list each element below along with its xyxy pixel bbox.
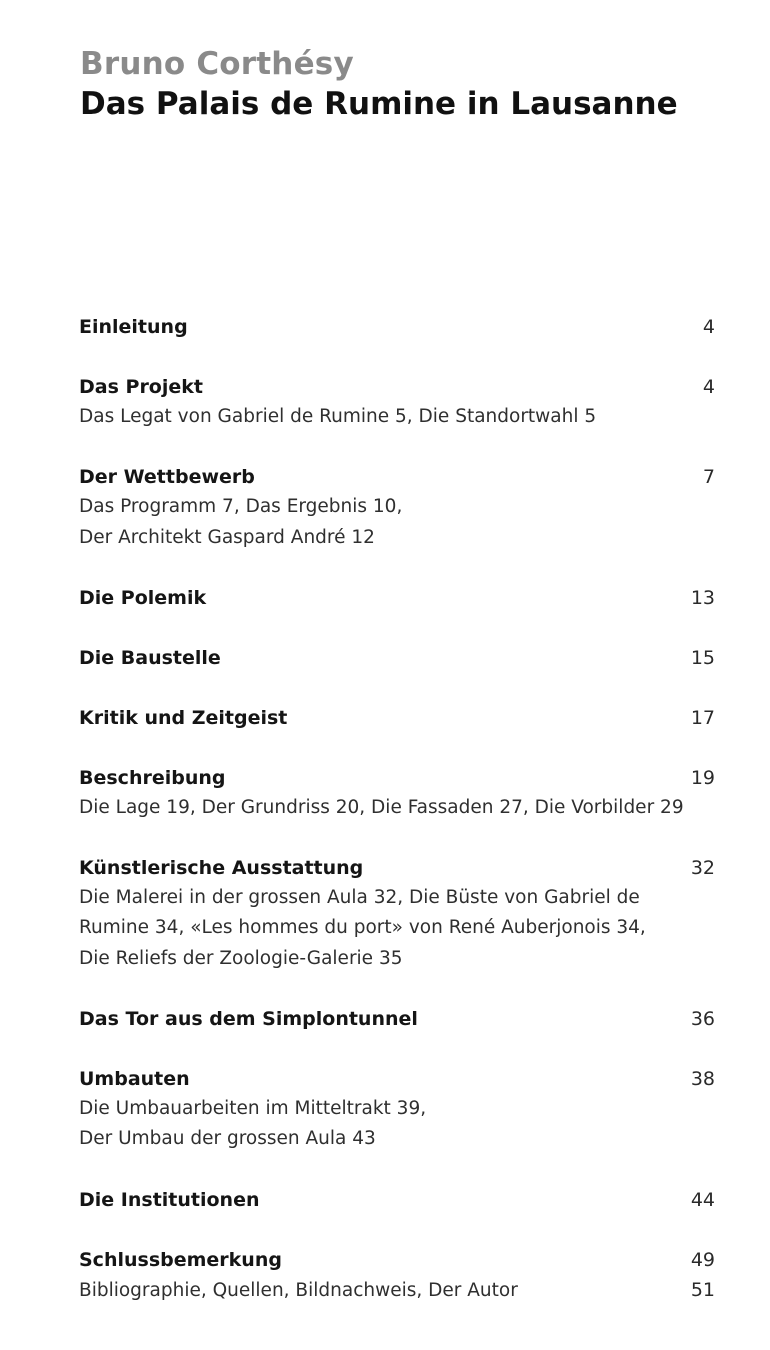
toc-subtopic-line: Die Lage 19, Der Grundriss 20, Die Fassaden 27, Die Vorbilder 29 — [79, 796, 684, 818]
toc-subtopic-line: Das Programm 7, Das Ergebnis 10, — [79, 496, 403, 518]
toc-entry-title: Das Projekt — [79, 376, 203, 398]
toc-subtopic-line: Das Legat von Gabriel de Rumine 5, Die Standortwahl 5 — [79, 406, 597, 427]
toc-entry-title: Künstlerische Ausstattung — [79, 857, 364, 880]
toc-entry-der-wettbewerb — [79, 462, 715, 553]
toc-entry-page: 7 — [702, 466, 715, 489]
author-name: Bruno Corthésy — [80, 46, 354, 82]
book-title: Das Palais de Rumine in Lausanne — [80, 86, 678, 122]
toc-entry-page: 19 — [690, 766, 715, 789]
toc-entry-subtopics — [79, 402, 715, 432]
toc-entry-title: Der Wettbewerb — [79, 466, 255, 489]
toc-entry-title: Die Polemik — [79, 586, 207, 609]
toc-entry-page: 44 — [690, 1188, 715, 1211]
toc-entry-kuenstlerische-ausstattung — [79, 853, 715, 974]
toc-entry-subtopics — [79, 492, 715, 553]
toc-entry-page: 49 — [690, 1248, 715, 1271]
toc-entry-die-institutionen — [79, 1185, 715, 1215]
toc-entry-page: 32 — [690, 857, 715, 880]
toc-entry-die-polemik — [79, 583, 715, 613]
toc-subtopic-line: Rumine 34, «Les hommes du port» von René Auberjonois 34, — [79, 917, 646, 939]
toc-entry-das-projekt — [79, 372, 715, 432]
toc-entry-title: Umbauten — [79, 1068, 190, 1091]
toc-entry-schlussbemerkung — [79, 1245, 715, 1306]
toc-entry-subtopics — [79, 793, 715, 823]
toc-entry-beschreibung — [79, 763, 715, 823]
toc-entry-das-tor-aus-dem-simplontunnel — [79, 1004, 715, 1034]
toc-entry-title: Kritik und Zeitgeist — [79, 706, 288, 729]
toc-entry-subtopics — [79, 883, 715, 974]
toc-subtopic-line: Der Architekt Gaspard André 12 — [79, 526, 375, 548]
toc-entry-page: 36 — [690, 1008, 715, 1031]
toc-entry-die-baustelle — [79, 643, 715, 673]
toc-entry-subtopics — [79, 1094, 715, 1155]
toc-entry-page: 15 — [690, 646, 715, 669]
toc-subtopic-line: Der Umbau der grossen Aula 43 — [79, 1128, 376, 1150]
toc-appendix-line: Bibliographie, Quellen, Bildnachweis, Der Autor — [79, 1279, 518, 1301]
toc-subtopic-line: Die Umbauarbeiten im Mitteltrakt 39, — [79, 1098, 427, 1120]
toc-entry-title: Die Baustelle — [79, 646, 221, 669]
toc-entry-title: Das Tor aus dem Simplontunnel — [79, 1008, 418, 1031]
toc-entry-page: 4 — [702, 316, 715, 338]
toc-appendix-page: 51 — [690, 1278, 715, 1301]
toc-subtopic-line: Die Reliefs der Zoologie-Galerie 35 — [79, 947, 403, 969]
toc-entry-title: Die Institutionen — [79, 1188, 260, 1211]
book-header — [80, 44, 720, 124]
table-of-contents — [79, 312, 715, 1336]
toc-entry-subtopics — [79, 1275, 715, 1306]
toc-entry-einleitung — [79, 312, 715, 342]
toc-entry-page: 17 — [690, 706, 715, 729]
toc-entry-umbauten — [79, 1064, 715, 1155]
toc-entry-title: Einleitung — [79, 316, 188, 338]
toc-subtopic-line: Die Malerei in der grossen Aula 32, Die Büste von Gabriel de — [79, 887, 640, 909]
toc-entry-page: 4 — [702, 376, 715, 398]
toc-entry-title: Schlussbemerkung — [79, 1248, 282, 1271]
toc-entry-kritik-und-zeitgeist — [79, 703, 715, 733]
toc-entry-title: Beschreibung — [79, 766, 226, 789]
toc-entry-page: 38 — [690, 1068, 715, 1091]
toc-entry-page: 13 — [690, 586, 715, 609]
